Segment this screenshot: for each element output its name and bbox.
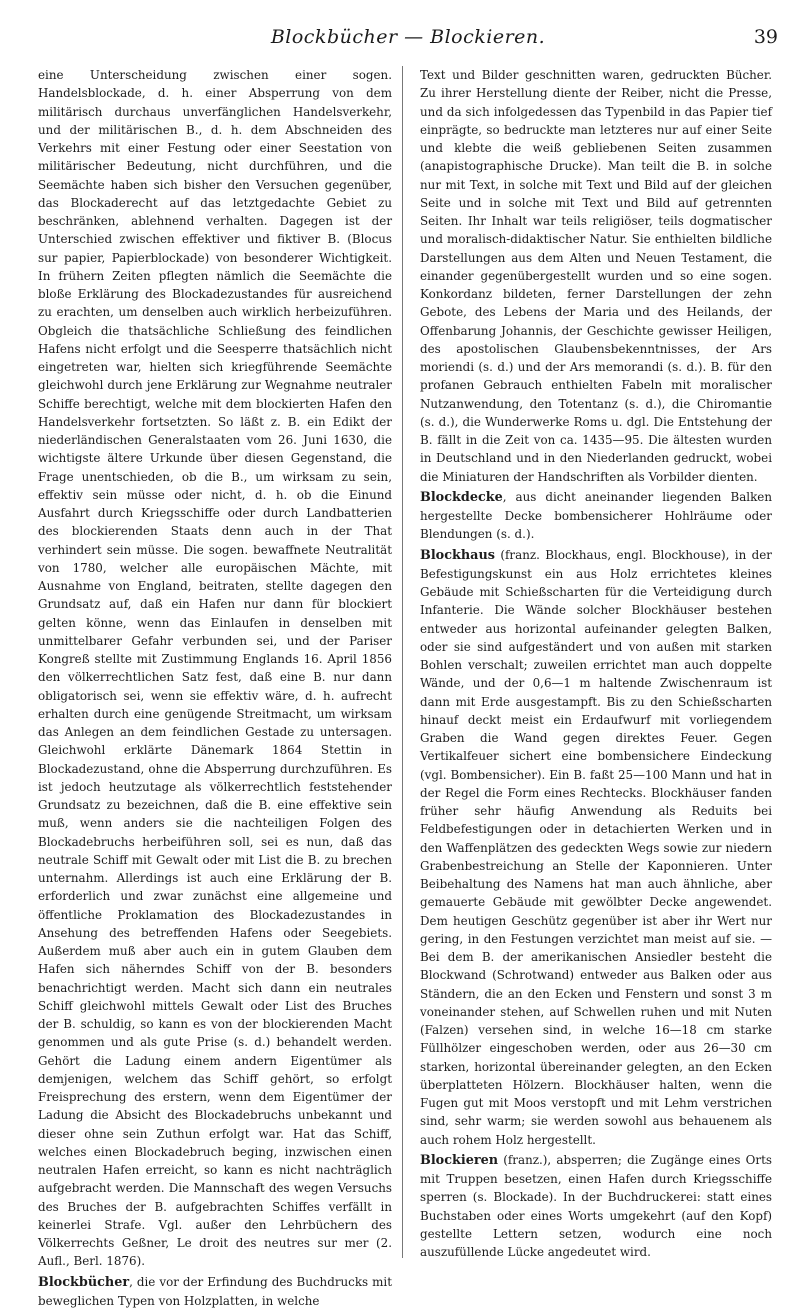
entry-blockdecke [420, 488, 772, 544]
entry-blockbuecher [38, 1273, 392, 1310]
entry-text: (franz.), absperren; die Zugänge eines Orts mit Truppen besetzen, einen Hafen durch Kriegsschiffe sperren (s. Blockade). In der Buchdruckerei: statt eines Buchstaben oder eines Worts umgekehrt (auf den Kopf) gestellte Lettern setzen, wodurch eine noch auszufüllende Lücke angedeutet wird. [420, 1153, 772, 1259]
entry-blockhaus [420, 546, 772, 1149]
running-title: Blockbücher — Blockieren. [38, 26, 778, 48]
headword-blockbuecher: Blockbücher [38, 1275, 129, 1290]
blockade-continuation-paragraph: eine Unterscheidung zwischen einer sogen. Handelsblockade, d. h. einer Absperrung von dem militärisch durchaus unverfänglichen Handelsverkehr, und der militärischen B., d. h. dem Abschneiden des Verkehrs mit einer Festung oder einer Seestation von militärischer Bedeutung, nicht durchführen, und die Seemächte haben sich bisher den Versuchen gegenüber, das Blockaderecht auf das letztgedachte Gebiet zu beschränken, ablehnend verhalten. Dagegen ist der Unterschied zwischen effektiver und fiktiver B. (Blocus sur papier, Papierblockade) von besonderer Wichtigkeit. In frühern Zeiten pflegten nämlich die Seemächte die bloße Erklärung des Blockadezustandes für ausreichend zu erachten, um denselben auch wirklich herbeizuführen. Obgleich die thatsächliche Schließung des feindlichen Hafens nicht erfolgt und die Seesperre thatsächlich nicht eingetreten war, hielten sich kriegführende Seemächte gleichwohl durch jene Erklärung zur Wegnahme neutraler Schiffe berechtigt, welche mit dem blockierten Hafen den Handelsverkehr fortsetzten. So läßt z. B. ein Edikt der niederländischen Generalstaaten vom 26. Juni 1630, die wichtigste ältere Urkunde über diesen Gegenstand, die Frage unentschieden, ob die B., um wirksam zu sein, effektiv sein müsse oder nicht, d. h. ob die Einund Ausfahrt durch Kriegsschiffe oder durch Landbatterien des blockierenden Staats denn auch in der That verhindert sein müsse. Die sogen. bewaffnete Neutralität von 1780, welcher alle europäischen Mächte, mit Ausnahme von England, beitraten, stellte dagegen den Grundsatz auf, daß ein Hafen nur dann für blockiert gelten könne, wenn das Einlaufen in denselben mit unmittelbarer Gefahr verbunden sei, und der Pariser Kongreß stellte mit Zustimmung Englands 16. April 1856 den völkerrechtlichen Satz fest, daß eine B. nur dann obligatorisch sei, wenn sie effektiv wäre, d. h. aufrecht erhalten durch eine genügende Streitmacht, um wirksam das Anlegen an dem feindlichen Gestade zu untersagen. Gleichwohl erklärte Dänemark 1864 Stettin in Blockadezustand, ohne die Absperrung durchzuführen. Es ist jedoch heutzutage als völkerrechtlich feststehender Grundsatz zu bezeichnen, daß die B. eine effektive sein muß, wenn anders sie die nachteiligen Folgen des Blockadebruchs herbeiführen soll, sei es nun, daß das neutrale Schiff mit Gewalt oder mit List die B. zu brechen unternahm. Allerdings ist auch eine Erklärung der B. erforderlich und zwar zunächst eine allgemeine und öffentliche Proklamation des Blockadezustandes in Ansehung des betreffenden Hafens oder Seegebiets. Außerdem muß aber auch ein in gutem Glauben dem Hafen sich näherndes Schiff von der B. besonders benachrichtigt werden. Macht sich dann ein neutrales Schiff gleichwohl mittels Gewalt oder List des Bruches der B. schuldig, so kann es von der blockierenden Macht genommen und als gute Prise (s. d.) behandelt werden. Gehört die Ladung einem andern Eigentümer als demjenigen, welchem das Schiff gehört, so erfolgt Freisprechung des erstern, wenn dem Eigentümer der Ladung die Absicht des Blockadebruchs unbekannt und dieser ohne sein Zuthun erfolgt war. Hat das Schiff, welches einen Blockadebruch beging, inzwischen einen neutralen Hafen erreicht, so kann es nicht nachträglich aufgebracht werden. Die Mannschaft des wegen Versuchs des Bruches der B. aufgebrachten Schiffes verfällt in keinerlei Strafe. Vgl. außer den Lehrbüchern des Völkerrechts Geßner, Le droit des neutres sur mer (2. Aufl., Berl. 1876). [38, 66, 392, 1271]
headword-blockhaus: Blockhaus [420, 548, 495, 563]
blockbuecher-continuation-paragraph: Text und Bilder geschnitten waren, gedruckten Bücher. Zu ihrer Herstellung diente der Reiber, nicht die Presse, und da sich infolgedessen das Typenbild in das Papier tief einprägte, so bedruckte man letzteres nur auf einer Seite und klebte die weiß gebliebenen Seiten zusammen (anapistographische Drucke). Man teilt die B. in solche nur mit Text, in solche mit Text und Bild auf der gleichen Seite und in solche mit Text und Bild auf getrennten Seiten. Ihr Inhalt war teils religiöser, teils dogmatischer und moralisch-didaktischer Natur. Sie enthielten bildliche Darstellungen aus dem Alten und Neuen Testament, die einander gegenübergestellt wurden und so eine sogen. Konkordanz bildeten, ferner Darstellungen der zehn Gebote, des Lebens der Maria und des Heilands, der Offenbarung Johannis, der Geschichte gewisser Heiligen, des apostolischen Glaubensbekenntnisses, der Ars moriendi (s. d.) und der Ars memorandi (s. d.). B. für den profanen Gebrauch enthielten Fabeln mit moralischer Nutzanwendung, den Totentanz (s. d.), die Chiromantie (s. d.), die Wunderwerke Roms u. dgl. Die Entstehung der B. fällt in die Zeit von ca. 1435—95. Die ältesten wurden in Deutschland und in den Niederlanden gedruckt, wobei die Miniaturen der Handschriften als Vorbilder dienten. [420, 66, 772, 486]
running-header [38, 26, 778, 54]
right-column [420, 66, 772, 1258]
entry-text: (franz. Blockhaus, engl. Blockhouse), in der Befestigungskunst ein aus Holz errichtetes kleines Gebäude mit Schießscharten für die Verteidigung durch Infanterie. Die Wände solcher Blockhäuser bestehen entweder aus horizontal aufeinander gelegten Balken, oder sie sind aufgeständert und von außen mit starken Bohlen verschalt; zuweilen errichtet man auch doppelte Wände, und der 0,6—1 m haltende Zwischenraum ist dann mit Erde ausgestampft. Bis zu den Schießscharten hinauf deckt meist ein Erdaufwurf mit vorliegendem Graben die Wand gegen direktes Feuer. Gegen Vertikalfeuer sichert eine bombensichere Eindeckung (vgl. Bombensicher). Ein B. faßt 25—100 Mann und hat in der Regel die Form eines Rechtecks. Blockhäuser fanden früher sehr häufig Anwendung als Reduits bei Feldbefestigungen oder in detachierten Werken und in den Waffenplätzen des gedeckten Wegs sowie zur niedern Grabenbestreichung an Stelle der Kaponnieren. Unter Beibehaltung des Namens hat man auch ähnliche, aber gemauerte Gebäude mit gewölbter Decke angewendet. Dem heutigen Geschütz gegenüber ist aber ihr Wert nur gering, in den Festungen verzichtet man meist auf sie. — Bei dem B. der amerikanischen Ansiedler besteht die Blockwand (Schrotwand) entweder aus Balken oder aus Ständern, die an den Ecken und Fenstern und sonst 3 m voneinander stehen, auf Schwellen ruhen und mit Nuten (Falzen) versehen sind, in welche 16—18 cm starke Füllhölzer eingeschoben werden, oder aus 26—30 cm starken, horizontal übereinander gelegten, an den Ecken überplatteten Hölzern. Blockhäuser halten, wenn die Fugen gut mit Moos verstopft und mit Lehm verstrichen sind, sehr warm; sie werden sowohl aus behauenem als auch rohem Holz hergestellt. [420, 548, 772, 1147]
entry-text: , aus dicht aneinander liegenden Balken hergestellte Decke bombensicherer Hohlräume oder Blendungen (s. d.). [420, 490, 772, 542]
headword-blockieren: Blockieren [420, 1153, 498, 1168]
left-column [38, 66, 392, 1258]
column-divider [402, 66, 403, 1258]
page-number: 39 [754, 26, 778, 48]
entry-blockieren [420, 1151, 772, 1262]
headword-blockdecke: Blockdecke [420, 490, 503, 505]
entry-text: , die vor der Erfindung des Buchdrucks mit beweglichen Typen von Holzplatten, in welche [38, 1275, 392, 1308]
